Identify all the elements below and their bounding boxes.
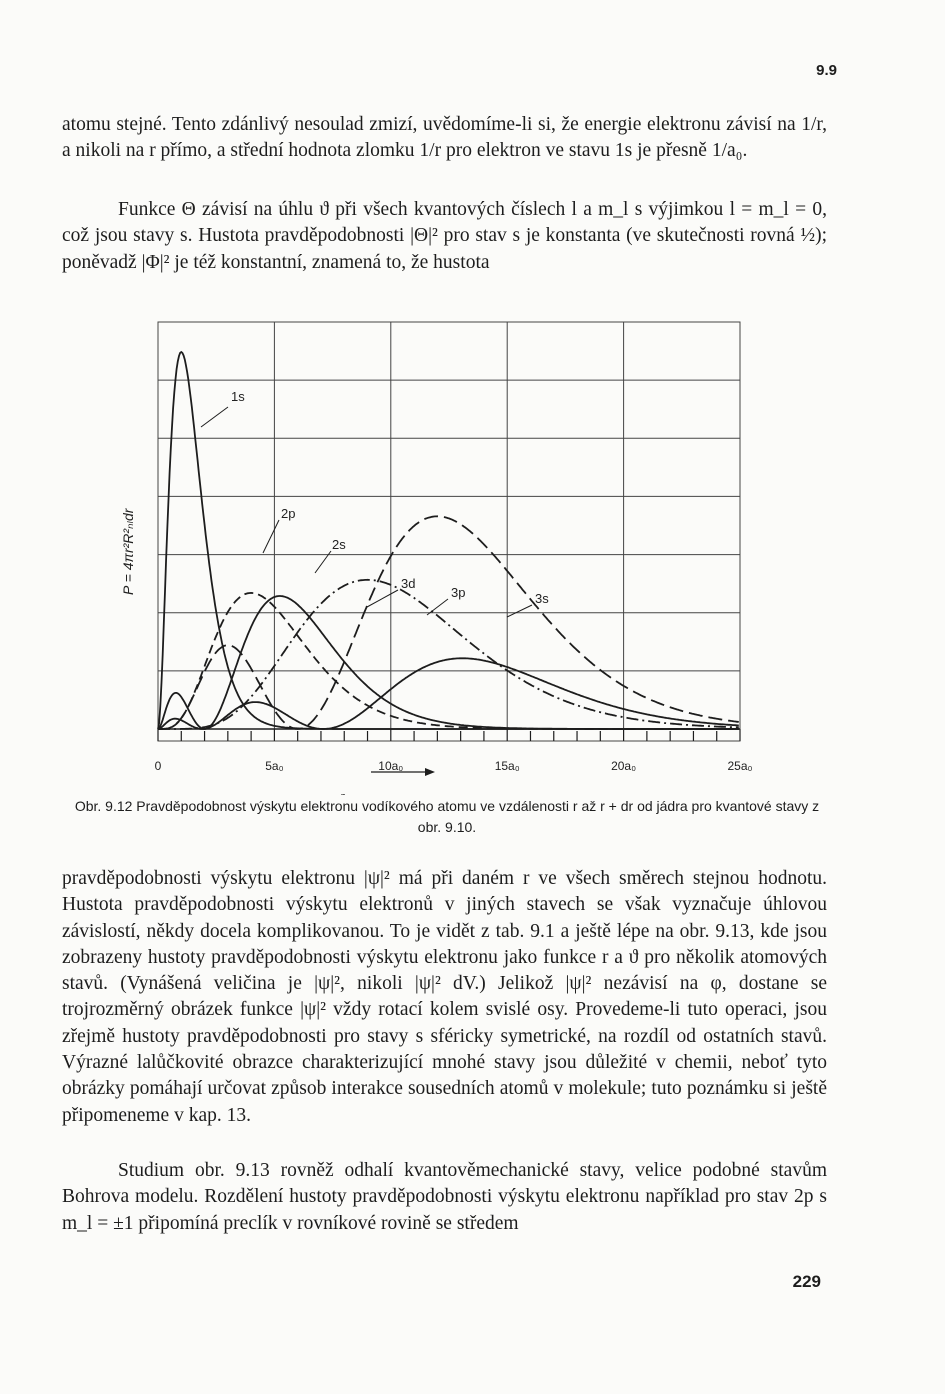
series-label-3s: 3s <box>535 591 549 606</box>
series-label-leader <box>367 590 398 607</box>
series-label-2p: 2p <box>281 506 296 521</box>
series-label-3d: 3d <box>401 576 416 591</box>
plot-frame <box>158 322 740 741</box>
x-tick-label: 25a₀ <box>727 759 753 773</box>
series-label-1s: 1s <box>231 389 245 404</box>
x-tick-label: 5a₀ <box>265 759 284 773</box>
series-3s <box>158 658 739 729</box>
x-axis-label <box>340 789 345 795</box>
x-tick-label: 0 <box>154 759 162 773</box>
x-tick-label: 15a₀ <box>494 759 520 773</box>
page-number: 229 <box>792 1272 821 1291</box>
series-label-leader <box>263 520 279 553</box>
series-2s <box>158 596 739 729</box>
series-label-leader <box>201 407 228 427</box>
figure-caption: Obr. 9.12 Pravděpodobnost výskytu elektronu vodíkového atomu ve vzdálenosti r až r + dr od jádra pro kvantové stavy z obr. 9.10. <box>74 798 820 835</box>
x-tick-label: 20a₀ <box>611 759 637 773</box>
paragraph-1: atomu stejné. Tento zdánlivý nesoulad zmizí, uvědomíme-li si, že energie elektronu závisí na 1/r, a nikoli na r přímo, a střední hodnota zlomku 1/r pro elektron ve stavu 1s je přesně 1/a₀. <box>62 114 827 162</box>
y-axis-label: P = 4πr²R²ₙₗdr <box>120 508 136 595</box>
series-2p <box>158 593 739 729</box>
paragraph-3: pravděpodobnosti výskytu elektronu |ψ|² má při daném r ve všech směrech stejnou hodnotu. Hustota pravděpodobnosti výskytu elektronů v jiných stavech se však vyznačuje úhlovou závislostí, někdy docela komplikovanou. To je vidět z tab. 9.1 a ještě lépe na obr. 9.13, kde jsou zobrazeny hustoty pravděpodobnosti výskytu elektronu jako funkce r a ϑ pro několik atomových stavů. (Vynášená veličina je |ψ|², nikoli |ψ|² dV.) Jelikož |ψ|² nezávisí na φ, dostane se trojrozměrný obrázek funkce |ψ|² vždy rotací kolem svislé osy. Provedeme-li tuto operaci, jsou zřejmě hustoty pravděpodobnosti pro stavy s sféricky symetrické, na rozdíl od ostatních stavů. Výrazné lalůčkovité obrazce charakterizující mnohé stavy jsou důležité v chemii, neboť tyto obrázky pomáhají určovat způsob interakce sousedních atomů v molekule; tuto poznámku si ještě připomeneme v kap. 13. <box>62 868 827 1126</box>
series-label-leader <box>507 605 532 617</box>
series-1s <box>158 352 739 729</box>
x-tick-label: 10a₀ <box>378 759 404 773</box>
paragraph-2: Funkce Θ závisí na úhlu ϑ při všech kvantových číslech l a m_l s výjimkou l = m_l = 0, což jsou stavy s. Hustota pravděpodobnosti |Θ|² pro stav s je konstanta (ve skutečnosti rovná ½); poněvadž |Φ|² je též konstantní, znamená to, že hustota <box>62 199 827 273</box>
probability-figure <box>85 305 845 795</box>
series-label-2s: 2s <box>332 537 346 552</box>
radial-probability-chart <box>85 305 845 795</box>
paragraph-4: Studium obr. 9.13 rovněž odhalí kvantověmechanické stavy, velice podobné stavům Bohrova modelu. Rozdělení hustoty pravděpodobnosti výskytu elektronu například pro stav 2p s m_l = ±1 připomíná preclík v rovníkové rovině se středem <box>62 1160 827 1234</box>
x-axis-arrowhead <box>425 768 435 776</box>
series-3p <box>158 516 739 729</box>
series-label-3p: 3p <box>451 585 466 600</box>
section-number: 9.9 <box>816 62 837 79</box>
